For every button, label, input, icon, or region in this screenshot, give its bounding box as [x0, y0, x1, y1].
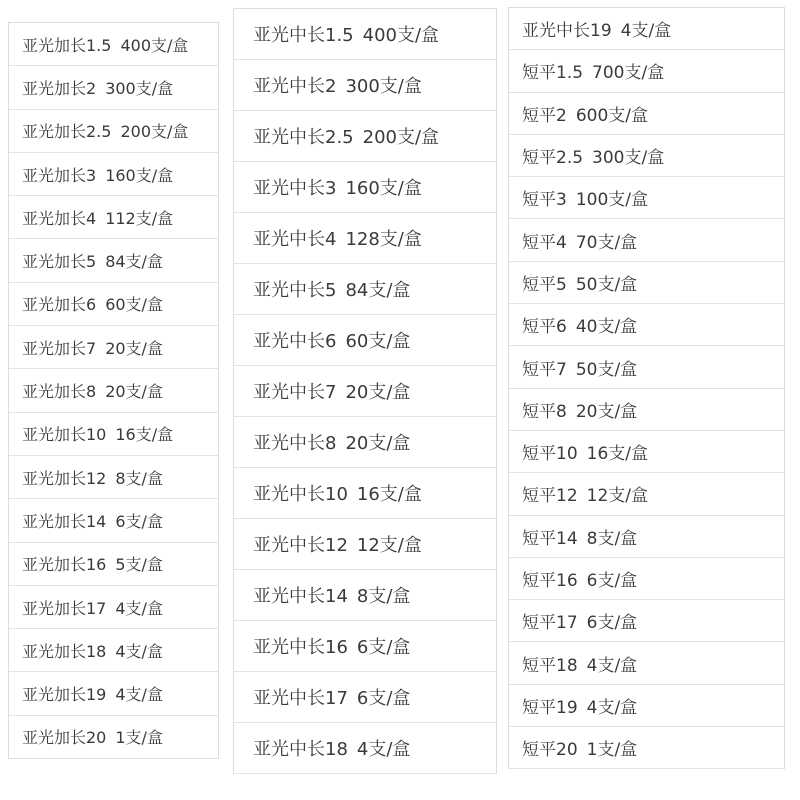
item-name: 亚光加长2	[22, 78, 97, 98]
item-qty: 50支/盒	[575, 274, 638, 295]
list-item	[234, 519, 496, 570]
item-name: 亚光加长3	[22, 165, 97, 185]
list-item	[509, 389, 784, 431]
item-name: 亚光加长1.5	[22, 35, 112, 55]
item-name: 亚光加长12	[22, 468, 107, 488]
item-qty: 112支/盒	[105, 208, 174, 228]
item-qty: 400支/盒	[362, 25, 440, 46]
list-item	[234, 723, 496, 774]
list-item	[234, 213, 496, 264]
item-name: 亚光加长10	[22, 425, 107, 445]
item-qty: 300支/盒	[592, 148, 665, 169]
item-qty: 50支/盒	[575, 359, 638, 380]
list-item	[234, 366, 496, 417]
list-item	[9, 672, 218, 715]
item-qty: 20支/盒	[345, 433, 411, 454]
item-qty: 84支/盒	[105, 252, 163, 272]
list-item	[509, 304, 784, 346]
item-qty: 6支/盒	[356, 637, 411, 658]
item-qty: 20支/盒	[105, 382, 163, 402]
item-name: 短平7	[522, 359, 567, 380]
item-name: 亚光中长12	[253, 535, 348, 556]
item-name: 亚光加长18	[22, 641, 107, 661]
item-name: 亚光中长2	[253, 76, 337, 97]
list-item	[9, 456, 218, 499]
spec-list-yaguang-jiachang	[8, 22, 219, 759]
item-name: 短平4	[522, 232, 567, 253]
list-item	[9, 66, 218, 109]
item-qty: 60支/盒	[345, 331, 411, 352]
item-qty: 20支/盒	[575, 401, 638, 422]
item-name: 短平19	[522, 697, 578, 718]
list-item	[234, 60, 496, 111]
item-name: 亚光中长7	[253, 382, 337, 403]
item-qty: 4支/盒	[586, 655, 638, 676]
list-item	[9, 543, 218, 586]
item-qty: 20支/盒	[105, 338, 163, 358]
item-qty: 8支/盒	[356, 586, 411, 607]
item-qty: 700支/盒	[592, 63, 665, 84]
item-qty: 84支/盒	[345, 280, 411, 301]
item-qty: 4支/盒	[115, 598, 163, 618]
item-name: 亚光中长5	[253, 280, 337, 301]
item-qty: 12支/盒	[356, 535, 422, 556]
list-item	[9, 239, 218, 282]
list-item	[509, 600, 784, 642]
item-qty: 12支/盒	[586, 486, 648, 507]
item-name: 亚光加长5	[22, 252, 97, 272]
list-item	[9, 586, 218, 629]
item-name: 亚光加长6	[22, 295, 97, 315]
item-qty: 1支/盒	[115, 728, 163, 748]
item-qty: 40支/盒	[575, 317, 638, 338]
item-qty: 16支/盒	[356, 484, 422, 505]
list-item	[9, 413, 218, 456]
item-name: 亚光中长3	[253, 178, 337, 199]
item-name: 亚光中长6	[253, 331, 337, 352]
item-qty: 70支/盒	[575, 232, 638, 253]
list-item	[234, 264, 496, 315]
item-qty: 160支/盒	[105, 165, 174, 185]
item-name: 亚光加长16	[22, 555, 107, 575]
item-qty: 6支/盒	[586, 613, 638, 634]
list-item	[9, 629, 218, 672]
list-item	[234, 417, 496, 468]
item-qty: 4支/盒	[586, 697, 638, 718]
list-item	[509, 558, 784, 600]
list-item	[509, 135, 784, 177]
item-name: 亚光中长1.5	[253, 25, 354, 46]
list-item	[234, 570, 496, 621]
list-item	[9, 283, 218, 326]
list-item	[9, 110, 218, 153]
list-item	[509, 219, 784, 261]
item-name: 短平5	[522, 274, 567, 295]
item-qty: 6支/盒	[115, 511, 163, 531]
list-item	[9, 196, 218, 239]
item-qty: 200支/盒	[362, 127, 440, 148]
item-name: 短平3	[522, 190, 567, 211]
list-item	[234, 9, 496, 60]
item-qty: 4支/盒	[115, 641, 163, 661]
item-name: 亚光中长14	[253, 586, 348, 607]
item-qty: 8支/盒	[586, 528, 638, 549]
item-name: 亚光加长14	[22, 511, 107, 531]
list-item	[234, 621, 496, 672]
item-name: 短平8	[522, 401, 567, 422]
item-name: 亚光加长4	[22, 208, 97, 228]
list-item	[509, 177, 784, 219]
item-name: 亚光中长17	[253, 688, 348, 709]
item-qty: 20支/盒	[345, 382, 411, 403]
item-qty: 60支/盒	[105, 295, 163, 315]
item-name: 亚光加长19	[22, 685, 107, 705]
list-item	[234, 162, 496, 213]
item-qty: 6支/盒	[586, 571, 638, 591]
item-qty: 4支/盒	[356, 739, 411, 760]
item-qty: 400支/盒	[120, 35, 189, 55]
list-item	[509, 262, 784, 304]
item-qty: 5支/盒	[115, 555, 163, 575]
item-qty: 4支/盒	[620, 21, 672, 42]
item-qty: 200支/盒	[120, 122, 189, 142]
item-qty: 160支/盒	[345, 178, 422, 199]
item-name: 亚光加长2.5	[22, 122, 112, 142]
list-item	[9, 23, 218, 66]
list-item	[509, 93, 784, 135]
item-name: 短平1.5	[522, 63, 584, 84]
item-name: 短平10	[522, 444, 578, 465]
item-name: 亚光中长19	[522, 21, 612, 42]
item-name: 短平6	[522, 317, 567, 338]
list-item	[9, 369, 218, 412]
item-name: 亚光中长18	[253, 739, 348, 760]
item-qty: 16支/盒	[115, 425, 174, 445]
list-item	[509, 346, 784, 388]
item-name: 短平17	[522, 613, 578, 634]
item-qty: 300支/盒	[345, 76, 422, 97]
list-item	[234, 315, 496, 366]
list-item	[509, 685, 784, 727]
item-name: 亚光加长17	[22, 598, 107, 618]
list-item	[509, 473, 784, 515]
item-qty: 600支/盒	[575, 105, 649, 126]
item-qty: 16支/盒	[586, 444, 648, 465]
list-item	[9, 153, 218, 196]
list-item	[9, 499, 218, 542]
item-name: 亚光加长7	[22, 338, 97, 358]
list-item	[234, 468, 496, 519]
list-item	[9, 326, 218, 369]
item-qty: 1支/盒	[586, 740, 638, 761]
list-item	[509, 642, 784, 684]
list-item	[9, 716, 218, 759]
item-name: 短平14	[522, 528, 578, 549]
item-name: 亚光中长2.5	[253, 127, 354, 148]
list-item	[509, 8, 784, 50]
list-item	[509, 50, 784, 92]
list-item	[509, 431, 784, 473]
item-qty: 300支/盒	[105, 78, 174, 98]
item-name: 短平2	[522, 105, 567, 126]
item-name: 亚光中长4	[253, 229, 337, 250]
list-item	[234, 111, 496, 162]
spec-list-duanping	[508, 7, 785, 769]
item-name: 短平16	[522, 571, 578, 591]
item-name: 短平12	[522, 486, 578, 507]
item-name: 短平18	[522, 655, 578, 676]
item-qty: 8支/盒	[115, 468, 163, 488]
spec-list-yaguang-zhongchang	[233, 8, 497, 774]
item-name: 亚光中长16	[253, 637, 348, 658]
list-item	[234, 672, 496, 723]
item-name: 亚光加长8	[22, 382, 97, 402]
item-name: 亚光中长10	[253, 484, 348, 505]
item-qty: 128支/盒	[345, 229, 422, 250]
item-name: 短平2.5	[522, 148, 584, 169]
item-name: 短平20	[522, 740, 578, 761]
list-item	[509, 516, 784, 558]
item-name: 亚光加长20	[22, 728, 107, 748]
item-qty: 100支/盒	[575, 190, 649, 211]
item-qty: 4支/盒	[115, 685, 163, 705]
item-qty: 6支/盒	[356, 688, 411, 709]
list-item	[509, 727, 784, 769]
item-name: 亚光中长8	[253, 433, 337, 454]
